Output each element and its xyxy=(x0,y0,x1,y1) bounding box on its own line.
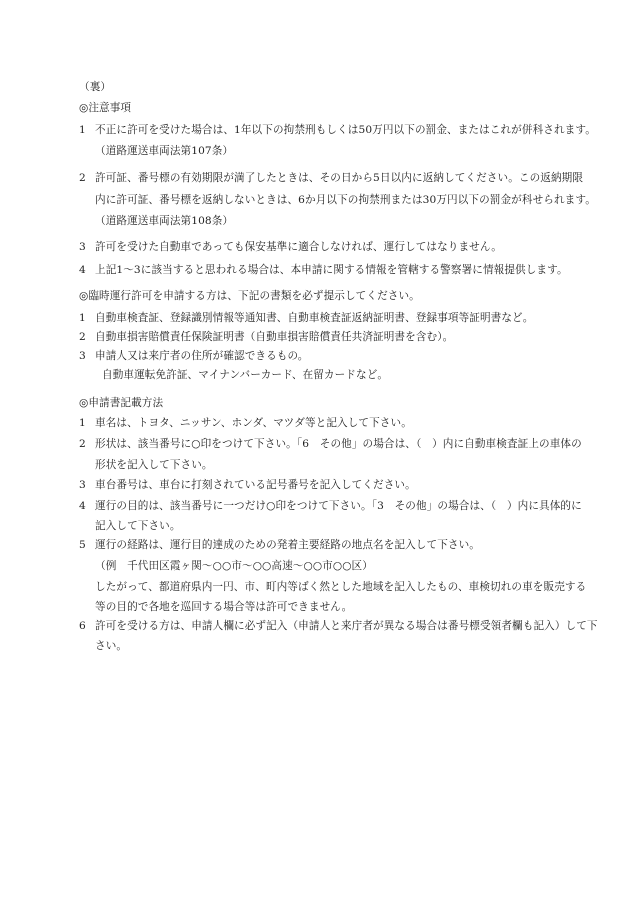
inst-6-number: 6 xyxy=(79,620,86,632)
doc-3-text: 申請人又は来庁者の住所が確認できるもの。 xyxy=(95,350,309,362)
inst-1-text: 車名は、トヨタ、ニッサン、ホンダ、マツダ等と記入して下さい。 xyxy=(95,417,412,429)
note-2-text: 許可証、番号標の有効期限が満了したときは、その日から5日以内に返納してください。この返納期限 xyxy=(95,172,584,184)
inst-4-number: 4 xyxy=(79,500,86,512)
instructions-heading: ◎申請書記載方法 xyxy=(79,397,164,409)
note-2-citation: （道路運送車両法第108条） xyxy=(95,215,234,227)
doc-1-number: 1 xyxy=(79,312,86,324)
inst-2-text: 形状は、該当番号に○印をつけて下さい。「6 その他」の場合は、（ ）内に自動車検査証上の車体の xyxy=(95,438,582,450)
note-1-number: 1 xyxy=(79,124,86,136)
inst-1-number: 1 xyxy=(79,417,86,429)
note-2-number: 2 xyxy=(79,172,86,184)
doc-3-examples: 自動車運転免許証、マイナンバーカード、在留カードなど。 xyxy=(102,369,389,381)
inst-2-number: 2 xyxy=(79,438,86,450)
note-1-text: 不正に許可を受けた場合は、1年以下の拘禁刑もしくは50万円以下の罰金、またはこれが併科されます。 xyxy=(95,124,596,136)
note-3-text: 許可を受けた自動車であっても保安基準に適合しなければ、運行してはなりません。 xyxy=(95,241,502,253)
doc-3-number: 3 xyxy=(79,350,86,362)
note-2-text-cont: 内に許可証、番号標を返納しないときは、6か月以下の拘禁刑または30万円以下の罰金が科せられます。 xyxy=(95,194,596,206)
note-3-number: 3 xyxy=(79,241,86,253)
inst-6-text-cont: さい。 xyxy=(95,640,128,652)
inst-5-number: 5 xyxy=(79,539,86,551)
note-4-number: 4 xyxy=(79,264,86,276)
inst-3-text: 車台番号は、車台に打刻されている記号番号を記入してください。 xyxy=(95,479,416,491)
doc-2-number: 2 xyxy=(79,331,86,343)
inst-5-example: （例 千代田区霞ヶ関～○○市～○○高速～○○市○○区） xyxy=(95,560,373,572)
notes-heading: ◎注意事項 xyxy=(79,102,132,114)
inst-2-text-cont: 形状を記入して下さい。 xyxy=(95,459,213,471)
inst-4-text: 運行の目的は、該当番号に一つだけ○印をつけて下さい。「3 その他」の場合は、（ ）内に具体的に xyxy=(95,500,582,512)
inst-5-text-cont: したがって、都道府県内一円、市、町内等ばく然とした地域を記入したもの、車検切れの車を販売する xyxy=(95,581,587,593)
doc-2-text: 自動車損害賠償責任保険証明書（自動車損害賠償責任共済証明書を含む）。 xyxy=(95,331,454,343)
note-1-citation: （道路運送車両法第107条） xyxy=(95,145,234,157)
documents-heading: ◎臨時運行許可を申請する方は、下記の書類を必ず提示してください。 xyxy=(79,290,420,302)
inst-5-text-cont2: 等の目的で各地を巡回する場合等は許可できません。 xyxy=(95,601,353,613)
page-label: （裏） xyxy=(79,81,112,93)
inst-5-text: 運行の経路は、運行目的達成のための発着主要経路の地点名を記入して下さい。 xyxy=(95,539,480,551)
doc-1-text: 自動車検査証、登録識別情報等通知書、自動車検査証返納証明書、登録事項等証明書など。 xyxy=(95,312,534,324)
note-4-text: 上記1～3に該当すると思われる場合は、本申請に関する情報を管轄する警察署に情報提供します。 xyxy=(95,264,568,276)
inst-6-text: 許可を受ける方は、申請人欄に必ず記入（申請人と来庁者が異なる場合は番号標受領者欄も記入）して下 xyxy=(95,620,598,632)
inst-3-number: 3 xyxy=(79,479,86,491)
inst-4-text-cont: 記入して下さい。 xyxy=(95,520,181,532)
